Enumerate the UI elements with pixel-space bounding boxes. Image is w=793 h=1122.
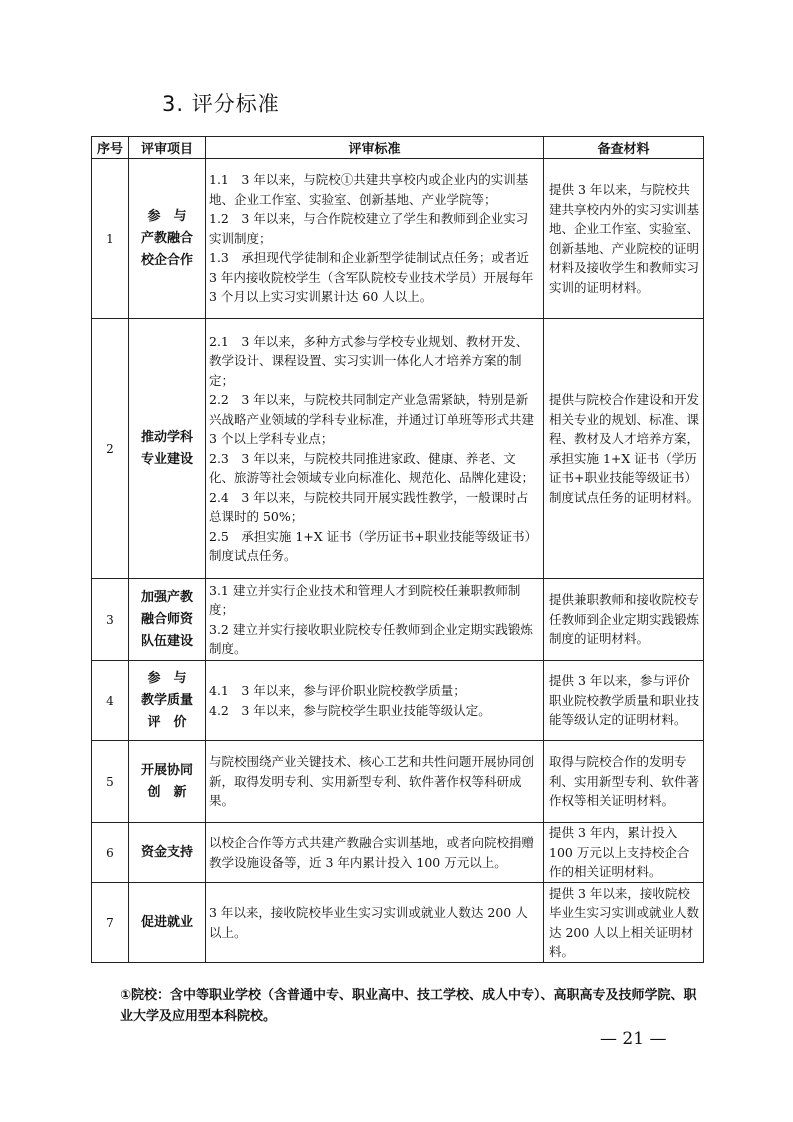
row-number: 1	[92, 159, 129, 319]
review-item-line: 评 价	[147, 714, 187, 730]
table-row	[92, 741, 704, 823]
reference-materials: 提供 3 年以来，接收院校毕业生实习实训或就业人数达 200 人以上相关证明材料。	[544, 883, 704, 963]
scoring-criteria-table	[91, 136, 704, 963]
reference-materials: 取得与院校合作的发明专利、实用新型专利、软件著作权等相关证明材料。	[544, 741, 704, 823]
review-item	[129, 661, 206, 741]
review-item-line: 开展协同	[140, 762, 193, 778]
review-item-line: 专业建设	[140, 451, 193, 467]
header-reference-materials: 备查材料	[544, 137, 704, 159]
review-item	[129, 741, 206, 823]
table-row	[92, 661, 704, 741]
review-item-line: 融合师资	[140, 611, 193, 627]
standard-clause: 1.1 3 年以来，与院校①共建共享校内或企业内的实训基地、企业工作室、实验室、创新基地、产业学院等；	[209, 172, 529, 207]
row-number: 7	[92, 883, 129, 963]
review-item	[129, 159, 206, 319]
standard-clause: 3.1 建立并实行企业技术和管理人才到院校任兼职教师制度；	[209, 582, 521, 617]
review-item-line: 资金支持	[140, 844, 193, 860]
review-item-line: 参 与	[147, 208, 187, 224]
standard-clause: 2.5 承担实施 1+X 证书（学历证书+职业技能等级证书）制度试点任务。	[209, 528, 538, 563]
standard-clause: 3 年以来，接收院校毕业生实习实训或就业人数达 200 人以上。	[209, 905, 528, 940]
review-item	[129, 319, 206, 579]
review-standard	[206, 883, 544, 963]
table-row	[92, 823, 704, 883]
row-number: 3	[92, 579, 129, 661]
review-standard	[206, 661, 544, 741]
header-review-item: 评审项目	[129, 137, 206, 159]
review-item-line: 加强产教	[140, 589, 193, 605]
reference-materials: 提供 3 年以来，参与评价职业院校教学质量和职业技能等级认定的证明材料。	[544, 661, 704, 741]
review-item-line: 队伍建设	[140, 633, 193, 649]
review-item	[129, 883, 206, 963]
row-number: 5	[92, 741, 129, 823]
standard-clause: 2.3 3 年以来，与院校共同推进家政、健康、养老、文化、旅游等社会领域专业向标准化、规范化、品牌化建设；	[209, 450, 535, 485]
standard-clause: 2.2 3 年以来，与院校共同制定产业急需紧缺，特别是新兴战略产业领域的学科专业标准，并通过订单班等形式共建 3 个以上学科专业点；	[209, 392, 535, 446]
header-review-standard: 评审标准	[206, 137, 544, 159]
standard-clause: 1.3 承担现代学徒制和企业新型学徒制试点任务；或者近 3 年内接收院校学生（含军队院校专业技术学员）开展每年 3 个月以上实习实训累计达 60 人以上。	[209, 250, 534, 305]
review-item-line: 推动学科	[140, 429, 193, 445]
reference-materials: 提供 3 年内，累计投入 100 万元以上支持校企合作的相关证明材料。	[544, 823, 704, 883]
standard-clause: 1.2 3 年以来，与合作院校建立了学生和教师到企业实习实训制度；	[209, 211, 529, 246]
reference-materials: 提供兼职教师和接收院校专任教师到企业定期实践锻炼制度的证明材料。	[544, 579, 704, 661]
review-standard	[206, 741, 544, 823]
section-title: 3. 评分标准	[162, 92, 280, 116]
reference-materials: 提供与院校合作建设和开发相关专业的规划、标准、课程、教材及人才培养方案，承担实施 1+X 证书（学历证书+职业技能等级证书）制度试点任务的证明材料。	[544, 319, 704, 579]
review-standard	[206, 159, 544, 319]
review-standard	[206, 579, 544, 661]
standard-clause: 4.2 3 年以来，参与院校学生职业技能等级认定。	[209, 702, 491, 718]
review-standard	[206, 823, 544, 883]
table-row	[92, 883, 704, 963]
row-number: 2	[92, 319, 129, 579]
table-header-row	[92, 137, 704, 159]
page-number: — 21 —	[600, 1029, 667, 1049]
header-serial-number: 序号	[92, 137, 129, 159]
footnote: ①院校：含中等职业学校（含普通中专、职业高中、技工学校、成人中专）、高职高专及技师学院、职业大学及应用型本科院校。	[120, 988, 697, 1024]
review-item-line: 促进就业	[140, 914, 193, 930]
table-row	[92, 319, 704, 579]
standard-clause: 4.1 3 年以来，参与评价职业院校教学质量；	[209, 683, 466, 698]
row-number: 4	[92, 661, 129, 741]
standard-clause: 与院校围绕产业关键技术、核心工艺和共性问题开展协同创新，取得发明专利、实用新型专利、软件著作权等科研成果。	[209, 754, 535, 809]
standard-clause: 3.2 建立并实行接收职业院校专任教师到企业定期实践锻炼制度。	[209, 621, 533, 656]
table-row	[92, 579, 704, 661]
standard-clause: 以校企合作等方式共建产教融合实训基地，或者向院校捐赠教学设施设备等，近 3 年内累计投入 100 万元以上。	[209, 835, 535, 870]
review-standard	[206, 319, 544, 579]
row-number: 6	[92, 823, 129, 883]
review-item	[129, 579, 206, 661]
review-item-line: 参 与	[147, 670, 187, 686]
reference-materials: 提供 3 年以来，与院校共建共享校内外的实习实训基地、企业工作室、实验室、创新基地、产业院校的证明材料及接收学生和教师实习实训的证明材料。	[544, 159, 704, 319]
review-item	[129, 823, 206, 883]
standard-clause: 2.4 3 年以来，与院校共同开展实践性教学，一般课时占总课时的 50%；	[209, 489, 529, 524]
review-item-line: 创 新	[147, 784, 187, 800]
review-item-line: 教学质量	[140, 692, 193, 708]
standard-clause: 2.1 3 年以来，多种方式参与学校专业规划、教材开发、教学设计、课程设置、实习实训一体化人才培养方案的制定；	[209, 333, 529, 388]
table-row	[92, 159, 704, 319]
review-item-line: 校企合作	[140, 252, 193, 268]
review-item-line: 产教融合	[140, 230, 193, 246]
